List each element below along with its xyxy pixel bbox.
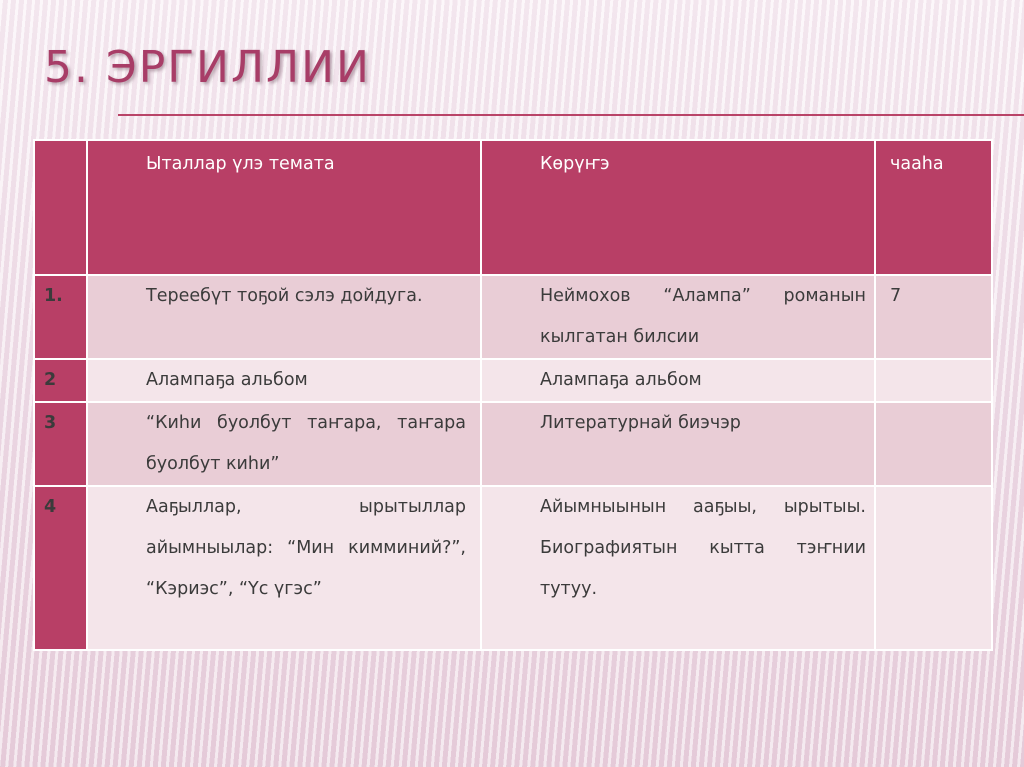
- row-number: 2: [34, 359, 87, 402]
- row-form: Айымныынын ааҕыы, ырытыы. Биографиятын кытта тэҥнии тутуу.: [481, 486, 875, 650]
- title-divider: [118, 114, 1024, 116]
- table-row: [34, 486, 992, 650]
- row-number: 1.: [34, 275, 87, 359]
- page-title: 5. ЭРГИЛЛИИ: [44, 42, 371, 93]
- header-hours: чааһа: [875, 140, 992, 275]
- row-topic: Алампаҕа альбом: [87, 359, 481, 402]
- row-hours: [875, 359, 992, 402]
- row-form: Литературнай биэчэр: [481, 402, 875, 486]
- row-topic: Тереебүт тоҕой сэлэ дойдуга.: [87, 275, 481, 359]
- row-hours: 7: [875, 275, 992, 359]
- header-topic: [87, 140, 481, 275]
- lesson-table: [33, 139, 993, 651]
- table-row: [34, 359, 992, 402]
- table-row: [34, 275, 992, 359]
- header-topic-label: Ыталлар үлэ темата: [146, 154, 335, 174]
- table-header-row: [34, 140, 992, 275]
- row-number: 4: [34, 486, 87, 650]
- header-form: [481, 140, 875, 275]
- header-form-label: Көрүҥэ: [540, 154, 610, 174]
- row-form: Неймохов “Алампа” романын кылгатан билсии: [481, 275, 875, 359]
- header-number: [34, 140, 87, 275]
- table-row: [34, 402, 992, 486]
- row-form: Алампаҕа альбом: [481, 359, 875, 402]
- row-number: 3: [34, 402, 87, 486]
- row-topic: Ааҕыллар, ырытыллар айымныылар: “Мин кимминий?”, “Кэриэс”, “Үс үгэс”: [87, 486, 481, 650]
- row-topic: “Киһи буолбут таҥара, таҥара буолбут киһи”: [87, 402, 481, 486]
- row-hours: [875, 486, 992, 650]
- row-hours: [875, 402, 992, 486]
